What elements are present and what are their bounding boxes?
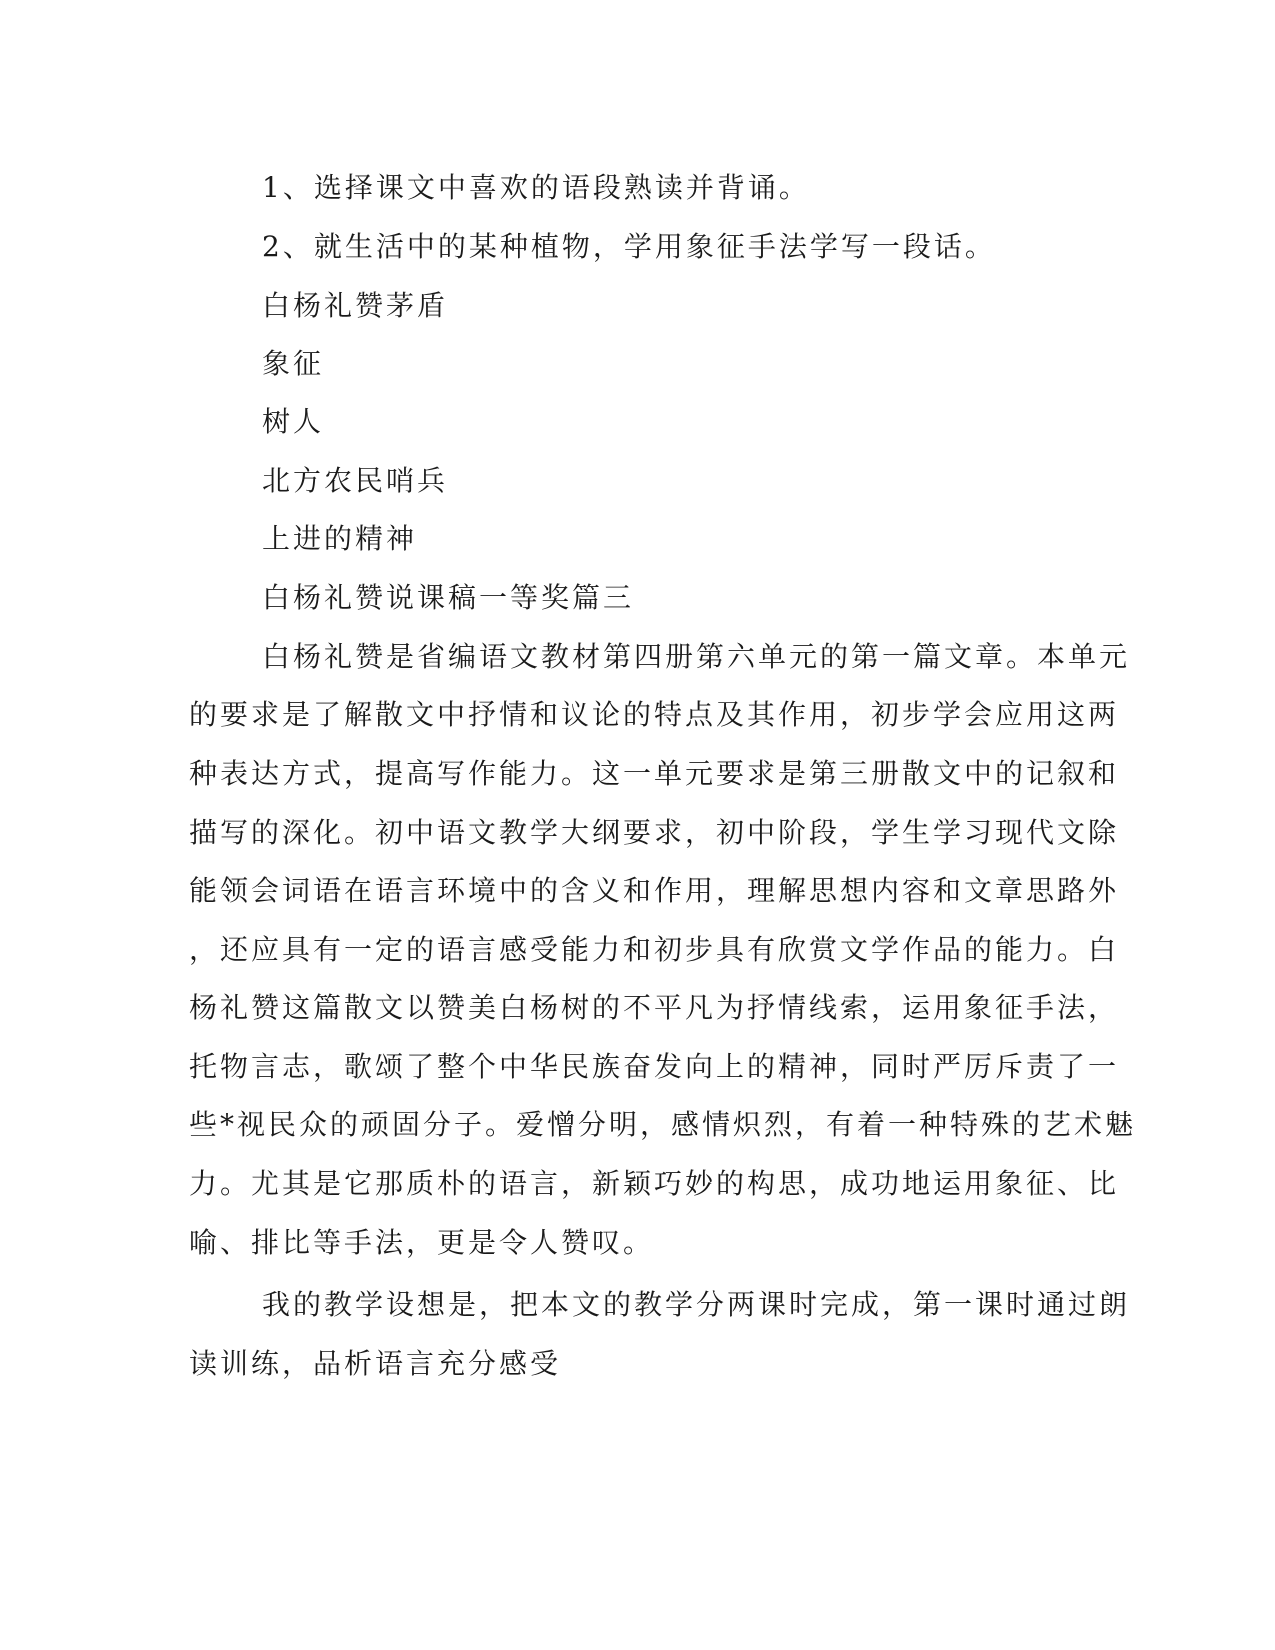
paragraph-line: 的要求是了解散文中抒情和议论的特点及其作用，初步学会应用这两 [189, 698, 1120, 731]
paragraph-line: 描写的深化。初中语文教学大纲要求，初中阶段，学生学习现代文除 [189, 816, 1120, 849]
paragraph-line: 树人 [262, 405, 325, 438]
paragraph-line: 上进的精神 [262, 522, 418, 555]
paragraph-line: 白杨礼赞是省编语文教材第四册第六单元的第一篇文章。本单元 [262, 640, 1131, 673]
paragraph-line: 托物言志，歌颂了整个中华民族奋发向上的精神，同时严厉斥责了一 [189, 1050, 1120, 1083]
paragraph-line: 些*视民众的顽固分子。爱憎分明，感情炽烈，有着一种特殊的艺术魅 [189, 1108, 1137, 1141]
paragraph-line: 1、选择课文中喜欢的语段熟读并背诵。 [262, 171, 810, 204]
paragraph-line: 力。尤其是它那质朴的语言，新颖巧妙的构思，成功地运用象征、比 [189, 1167, 1120, 1200]
paragraph-line: 能领会词语在语言环境中的含义和作用，理解思想内容和文章思路外 [189, 874, 1120, 907]
paragraph-line: ，还应具有一定的语言感受能力和初步具有欣赏文学作品的能力。白 [189, 933, 1120, 966]
paragraph-line: 杨礼赞这篇散文以赞美白杨树的不平凡为抒情线索，运用象征手法， [189, 991, 1120, 1024]
section-heading: 白杨礼赞说课稿一等奖篇三 [262, 581, 635, 614]
paragraph-line: 我的教学设想是，把本文的教学分两课时完成，第一课时通过朗 [262, 1288, 1131, 1321]
paragraph-line: 象征 [262, 347, 325, 380]
paragraph-line: 读训练，品析语言充分感受 [189, 1347, 562, 1380]
paragraph-line: 北方农民哨兵 [262, 464, 449, 497]
paragraph-line: 白杨礼赞茅盾 [262, 289, 449, 322]
paragraph-line: 种表达方式，提高写作能力。这一单元要求是第三册散文中的记叙和 [189, 757, 1120, 790]
paragraph-line: 2、就生活中的某种植物，学用象征手法学写一段话。 [262, 230, 996, 263]
paragraph-line: 喻、排比等手法，更是令人赞叹。 [189, 1226, 655, 1259]
